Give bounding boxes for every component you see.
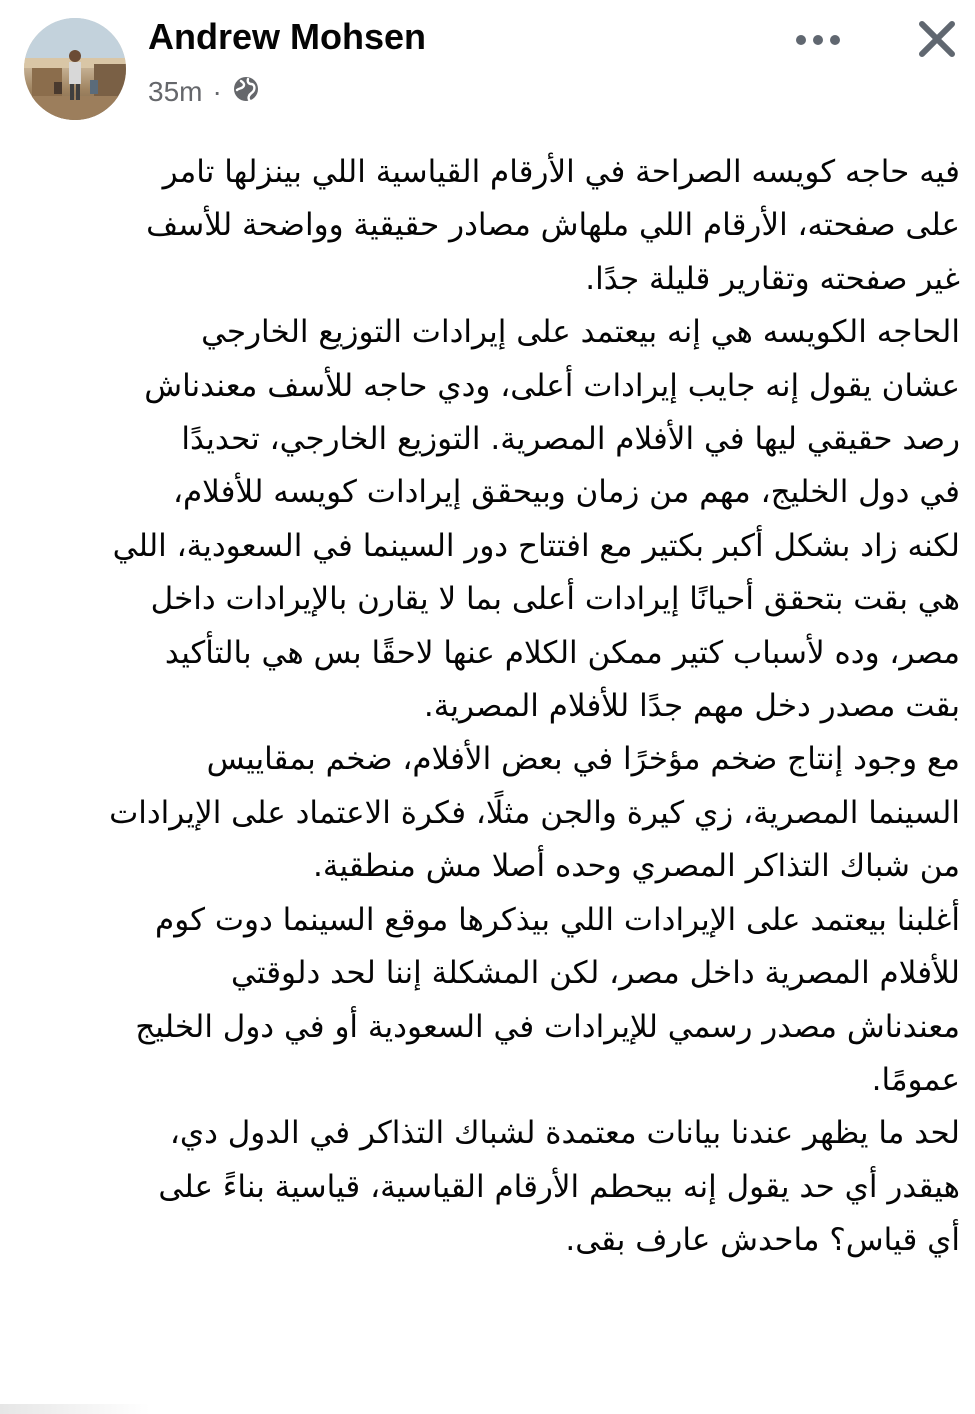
post-meta [148, 74, 260, 110]
globe-icon [232, 75, 260, 110]
post-line: على صفحته، الأرقام اللي ملهاش مصادر حقيقية وواضحة للأسف [146, 207, 960, 244]
post-time[interactable]: 35m [148, 76, 203, 107]
close-icon [917, 19, 957, 59]
post-line: الحاجه الكويسه هي إنه بيعتمد على إيرادات التوزيع الخارجي [201, 314, 960, 351]
post-line: معندناش مصدر رسمي للإيرادات في السعودية أو في دول الخليج [135, 1008, 960, 1045]
post-line: فيه حاجه كويسه الصراحة في الأرقام القياسية اللي بينزلها تامر [162, 154, 960, 190]
avatar[interactable] [24, 18, 126, 120]
post-line: في دول الخليج، مهم من زمان وبيحقق إيرادات كويسه للأفلام، [172, 474, 960, 511]
post-line: غير صفحته وتقارير قليلة جدًا. [585, 260, 960, 297]
post-line: هي بقت بتحقق أحيانًا إيرادات أعلى بما لا يقارن بالإيرادات داخل [150, 581, 960, 618]
post-line: أغلبنا بيعتمد على الإيرادات اللي بيذكرها موقع السينما دوت كوم [155, 901, 960, 938]
post-line: عشان يقول إنه جايب إيرادات أعلى، ودي حاجه للأسف معندناش [144, 367, 960, 404]
cropped-edge [0, 1404, 150, 1414]
post-line: أي قياس؟ ماحدش عارف بقى. [565, 1222, 960, 1259]
post-body [30, 146, 960, 1268]
more-options-button[interactable] [792, 20, 844, 60]
post-line: رصد حقيقي ليها في الأفلام المصرية. التوزيع الخارجي، تحديدًا [181, 421, 960, 458]
post-line: السينما المصرية، زي كيرة والجن مثلًا، فكرة الاعتماد على الإيرادات [109, 794, 960, 831]
post-line: لحد ما يظهر عندنا بيانات معتمدة لشباك التذاكر في الدول دي، [169, 1115, 960, 1152]
post-line: عمومًا. [871, 1061, 960, 1098]
more-options-icon [795, 34, 841, 46]
post-line: بقت مصدر دخل مهم جدًا للأفلام المصرية. [423, 688, 960, 725]
meta-separator: · [212, 76, 222, 107]
post-header [0, 0, 975, 130]
avatar-photo [24, 18, 126, 120]
post-line: هيقدر أي حد يقول إنه بيحطم الأرقام القياسية، قياسية بناءً على [158, 1168, 960, 1205]
post-line: لكنه زاد بشكل أكبر بكتير مع افتتاح دور السينما في السعودية، اللي [112, 527, 960, 564]
author-name[interactable]: Andrew Mohsen [148, 16, 427, 57]
post-line: للأفلام المصرية داخل مصر، لكن المشكلة إننا لحد دلوقتي [231, 955, 960, 992]
close-button[interactable] [910, 12, 964, 66]
post-line: من شباك التذاكر المصري وحده أصلا مش منطقية. [312, 848, 960, 885]
post-line: مصر، وده لأسباب كتير ممكن الكلام عنها لاحقًا بس هي بالتأكيد [164, 634, 960, 671]
post-line: مع وجود إنتاج ضخم مؤخرًا في بعض الأفلام، ضخم بمقاييس [206, 741, 960, 778]
